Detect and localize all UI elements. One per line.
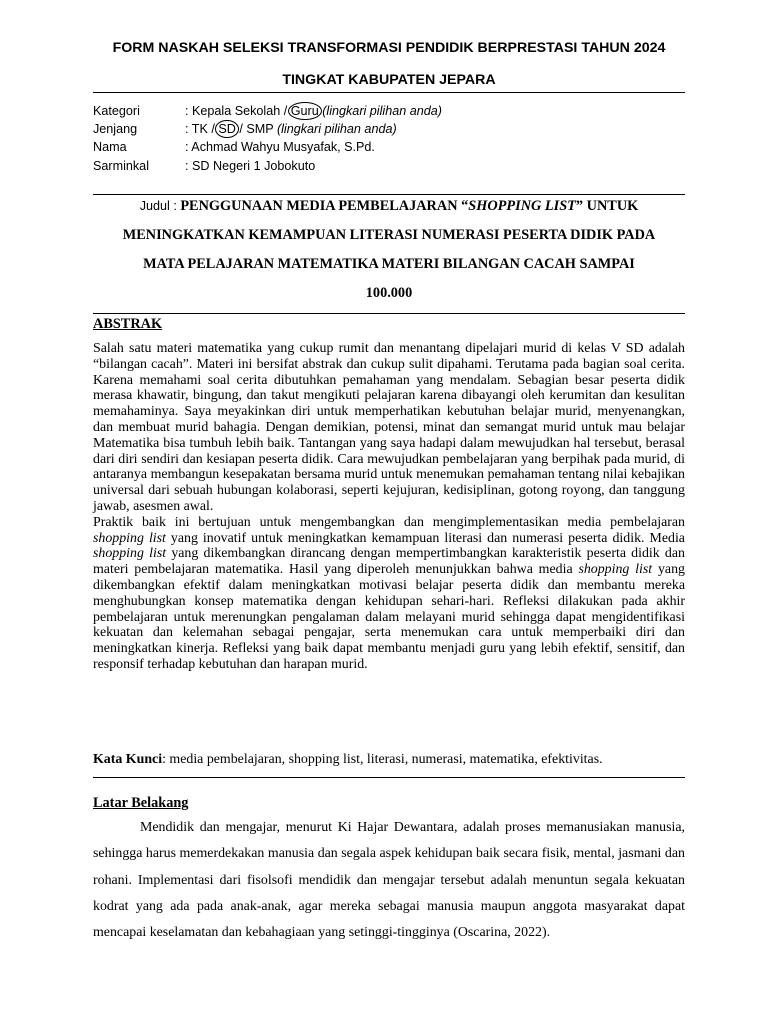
kategori-note: (lingkari pilihan anda)	[318, 104, 442, 118]
latar-paragraph: Mendidik dan mengajar, menurut Ki Hajar Dewantara, adalah proses memanusiakan manusia, sehingga harus memerdekakan manusia dan segala aspek kehidupan baik secara fisik, mental, jasmani dan rohani. Implementasi dari fisolsofi mendidik dan mengajar tersebut adalah menuntun segala kekuatan kodrat yang ada pada anak-anak, agar mereka sebagai manusia maupun anggota masyarakat dapat mencapai keselamatan dan kebahagiaan yang setinggi-tingginya (Oscarina, 2022).	[93, 820, 685, 941]
jenjang-options-rest: / SMP	[235, 122, 277, 137]
keywords-label: Kata Kunci	[93, 752, 163, 767]
judul-colon: :	[169, 199, 181, 213]
abstrak-paragraph-2	[93, 515, 685, 673]
abstrak-italic: shopping list	[93, 530, 166, 546]
abstrak-text: Praktik baik ini bertujuan untuk mengembangkan dan mengimplementasikan media pembelajaran	[93, 514, 685, 530]
kategori-options: : Kepala Sekolah /	[185, 104, 291, 118]
sarminkal-value: : SD Negeri 1 Jobokuto	[185, 158, 316, 173]
kategori-selected-circled: Guru	[290, 104, 319, 118]
abstrak-text: yang dikembangkan dirancang dengan mempertimbangkan karakteristik peserta didik dan materi pembelajaran matematika. Hasil yang diperoleh menunjukkan bahwa media	[93, 546, 685, 578]
judul-text: ” UNTUK	[575, 198, 639, 214]
divider	[93, 777, 685, 778]
kategori-label: Kategori	[93, 104, 140, 118]
latar-heading: Latar Belakang	[93, 795, 189, 811]
judul-line-2: MENINGKATKAN KEMAMPUAN LITERASI NUMERASI PESERTA DIDIK PADA	[122, 227, 656, 243]
nama-value: : Achmad Wahyu Musyafak, S.Pd.	[185, 140, 375, 155]
abstrak-heading: ABSTRAK	[93, 316, 163, 332]
sarminkal-label: Sarminkal	[93, 158, 149, 173]
judul-line-3: MATA PELAJARAN MATEMATIKA MATERI BILANGAN CACAH SAMPAI	[143, 256, 635, 272]
nama-label: Nama	[93, 140, 127, 155]
jenjang-value	[185, 122, 397, 136]
keywords-line	[93, 752, 603, 768]
jenjang-selected-circled: SD	[218, 122, 236, 137]
judul-line-1	[93, 192, 685, 221]
abstrak-paragraph-1: Salah satu materi matematika yang cukup rumit dan menantang dipelajari murid di kelas V SD adalah “bilangan cacah”. Materi ini bersifat abstrak dan cukup sulit dipahami. Terutama pada bagian soal cerita. Karena memahami soal cerita dibutuhkan pemahaman yang mendalam. Sebagian besar peserta didik merasa khawatir, bingung, dan takut mengikuti pelajaran karena dibayangi oleh kerumitan dan kesulitan memahaminya. Saya meyakinkan diri untuk memperhatikan kebutuhan belajar murid, menyenangkan, dan membuat murid bahagia. Dengan demikian, potensi, minat dan semangat murid untuk mau belajar Matematika bisa tumbuh lebih baik. Tantangan yang saya hadapi dalam mewujudkan hal tersebut, berasal dari diri sendiri dan kesiapan peserta didik. Cara mewujudkan pembelajaran yang berpihak pada murid, di antaranya membangun kesepakatan bersama murid untuk menemukan pemahaman tentang nilai kebajikan universal dari sebuah hubungan kolaborasi, seperti kejujuran, kedisiplinan, gotong royong, dan tanggung jawab, asesmen awal.	[93, 341, 685, 514]
judul-line-4: 100.000	[365, 285, 413, 301]
abstrak-text: yang inovatif untuk meningkatkan kemampuan literasi dan numerasi peserta didik. Media	[165, 530, 685, 546]
jenjang-label: Jenjang	[93, 122, 138, 137]
form-title: FORM NASKAH SELEKSI TRANSFORMASI PENDIDIK BERPRESTASI TAHUN 2024	[112, 40, 666, 56]
form-subtitle: TINGKAT KABUPATEN JEPARA	[282, 72, 496, 88]
judul-text: PENGGUNAAN MEDIA PEMBELAJARAN “	[180, 198, 469, 214]
judul-italic: SHOPPING LIST	[468, 198, 576, 214]
jenjang-note: (lingkari pilihan anda)	[276, 122, 397, 137]
judul-block	[93, 192, 685, 308]
jenjang-options: : TK /	[185, 122, 219, 137]
abstrak-body	[93, 341, 685, 673]
judul-label: Judul	[139, 199, 170, 213]
abstrak-text: yang dikembangkan efektif dalam meningkatkan motivasi belajar peserta didik dan membantu mereka menghubungkan konsep matematika dengan kehidupan sehari-hari. Refleksi dilakukan pada akhir pembelajaran untuk merenungkan pengalaman dalam melayani murid sehingga dapat mengidentifikasi kekuatan dan kelemahan sebagai pengajar, serta menemukan cara untuk memperbaiki diri dan meningkatkan kinerja. Refleksi yang baik dapat membantu menjadi guru yang lebih efektif, sensitif, dan responsif terhadap kebutuhan dan harapan murid.	[93, 562, 685, 672]
abstrak-italic: shopping list	[578, 562, 653, 578]
divider	[93, 92, 685, 93]
divider	[93, 313, 685, 314]
kategori-value	[185, 104, 442, 118]
keywords-value: : media pembelajaran, shopping list, literasi, numerasi, matematika, efektivitas.	[162, 752, 603, 767]
abstrak-italic: shopping list	[93, 546, 167, 562]
